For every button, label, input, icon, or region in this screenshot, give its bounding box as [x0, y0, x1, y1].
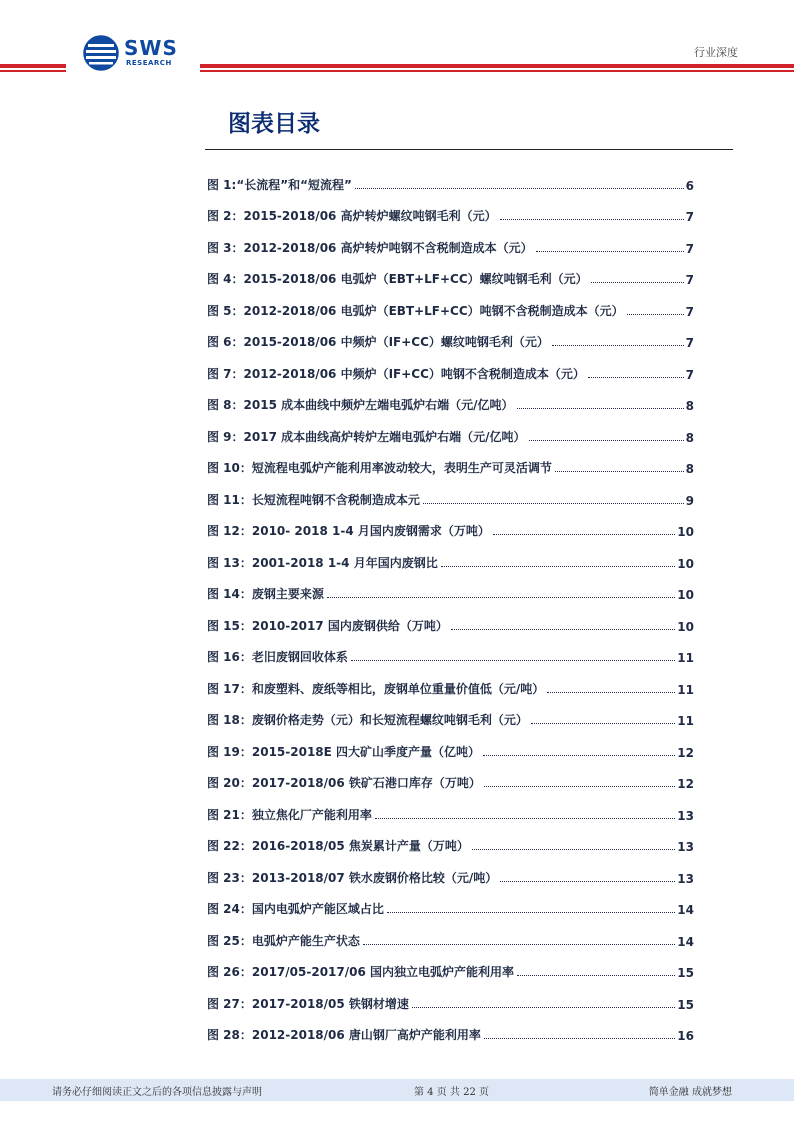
- toc-entry-label: 图 4：2015-2018/06 电弧炉（EBT+LF+CC）螺纹吨钢毛利（元）: [207, 272, 588, 286]
- toc-entry-label: 图 17：和废塑料、废纸等相比，废钢单位重量价值低（元/吨）: [207, 681, 545, 696]
- toc-entry-page: 14: [677, 903, 694, 917]
- toc-entry-page: 6: [685, 178, 694, 193]
- toc-entry-label: 图 23：2013-2018/07 铁水废钢价格比较（元/吨）: [207, 870, 498, 885]
- toc-entry-label: 图 26：2017/05-2017/06 国内独立电弧炉产能利用率: [207, 965, 514, 979]
- toc-entry-label: 图 5：2012-2018/06 电弧炉（EBT+LF+CC）吨钢不含税制造成本（元）: [207, 303, 624, 318]
- toc-entry-label: 图 3：2012-2018/06 高炉转炉吨钢不含税制造成本（元）: [207, 240, 533, 255]
- toc-entry-label: 图 19：2015-2018E 四大矿山季度产量（亿吨）: [207, 744, 481, 759]
- toc-leader-dots: [627, 314, 684, 315]
- header-rule-right-thin: [200, 70, 794, 72]
- sws-logo-icon: [82, 34, 120, 72]
- toc-entry-page: 8: [685, 399, 694, 413]
- toc-entry-label: 图 6：2015-2018/06 中频炉（IF+CC）螺纹吨钢毛利（元）: [207, 335, 549, 349]
- toc-entry-label: 图 9：2017 成本曲线高炉转炉左端电弧炉右端（元/亿吨）: [207, 429, 526, 444]
- toc-entry[interactable]: [207, 224, 694, 256]
- toc-entry[interactable]: [207, 791, 694, 823]
- toc-entry-page: 7: [685, 241, 694, 256]
- toc-entry-label: 图 2：2015-2018/06 高炉转炉螺纹吨钢毛利（元）: [207, 209, 497, 223]
- toc-leader-dots: [500, 881, 675, 882]
- toc-leader-dots: [355, 188, 684, 189]
- toc-entry-label: 图 1:“长流程”和“短流程”: [207, 177, 352, 192]
- toc-entry-page: 15: [677, 997, 694, 1012]
- toc-entry[interactable]: [207, 193, 694, 225]
- toc-entry-page: 10: [677, 588, 694, 602]
- toc-entry[interactable]: [207, 665, 694, 697]
- page-header: [0, 0, 794, 80]
- header-rule-left: [0, 64, 66, 68]
- toc-entry[interactable]: [207, 760, 694, 792]
- report-type-tag: 行业深度: [694, 46, 738, 59]
- toc-entry[interactable]: [207, 917, 694, 949]
- toc-entry[interactable]: [207, 256, 694, 288]
- toc-leader-dots: [412, 1007, 675, 1008]
- toc-entry[interactable]: [207, 508, 694, 540]
- toc-leader-dots: [500, 219, 684, 220]
- toc-entry[interactable]: [207, 319, 694, 351]
- toc-entry-label: 图 24：国内电弧炉产能区域占比: [207, 902, 384, 916]
- toc-entry-label: 图 18：废钢价格走势（元）和长短流程螺纹吨钢毛利（元）: [207, 713, 528, 727]
- toc-entry-page: 16: [677, 1029, 694, 1043]
- toc-entry-page: 15: [677, 966, 694, 980]
- toc-leader-dots: [363, 944, 675, 945]
- sws-logo: [82, 34, 202, 74]
- logo-subtext: RESEARCH: [126, 59, 172, 67]
- toc-entry-label: 图 16：老旧废钢回收体系: [207, 650, 348, 664]
- toc-entry-label: 图 22：2016-2018/05 焦炭累计产量（万吨）: [207, 839, 469, 853]
- toc-leader-dots: [552, 345, 684, 346]
- toc-entry-label: 图 28：2012-2018/06 唐山钢厂高炉产能利用率: [207, 1028, 481, 1042]
- toc-entry-page: 13: [677, 808, 694, 823]
- toc-leader-dots: [423, 503, 684, 504]
- toc-entry-label: 图 8：2015 成本曲线中频炉左端电弧炉右端（元/亿吨）: [207, 398, 514, 412]
- toc-leader-dots: [531, 723, 675, 724]
- toc-entry-label: 图 7：2012-2018/06 中频炉（IF+CC）吨钢不含税制造成本（元）: [207, 366, 585, 381]
- toc-entry-page: 14: [677, 934, 694, 949]
- toc-leader-dots: [536, 251, 684, 252]
- toc-entry-page: 11: [677, 651, 694, 665]
- toc-leader-dots: [483, 755, 675, 756]
- toc-entry-page: 12: [677, 745, 694, 760]
- toc-leader-dots: [327, 597, 675, 598]
- toc-entry-page: 8: [685, 462, 694, 476]
- toc-entry-page: 7: [685, 273, 694, 287]
- toc-leader-dots: [387, 912, 675, 913]
- title-divider: [205, 149, 733, 150]
- toc-leader-dots: [375, 818, 675, 819]
- toc-entry[interactable]: [207, 382, 694, 414]
- toc-leader-dots: [484, 786, 675, 787]
- toc-entry-page: 8: [685, 430, 694, 445]
- footer-page-info: 第 4 页 共 22 页: [414, 1087, 489, 1098]
- toc-entry-page: 10: [677, 556, 694, 571]
- toc-leader-dots: [472, 849, 675, 850]
- toc-entry-page: 12: [677, 777, 694, 791]
- toc-entry-page: 13: [677, 871, 694, 886]
- toc-entry-label: 图 21：独立焦化厂产能利用率: [207, 807, 372, 822]
- toc-leader-dots: [484, 1038, 675, 1039]
- toc-entry-label: 图 12：2010- 2018 1-4 月国内废钢需求（万吨）: [207, 524, 490, 538]
- toc-entry-page: 11: [677, 714, 694, 728]
- toc-leader-dots: [588, 377, 684, 378]
- toc-entry[interactable]: [207, 854, 694, 886]
- toc-entry-page: 7: [685, 210, 694, 224]
- toc-leader-dots: [517, 408, 684, 409]
- toc-entry-label: 图 14：废钢主要来源: [207, 587, 324, 601]
- header-rule-right: [200, 64, 794, 68]
- toc-leader-dots: [547, 692, 675, 693]
- toc-entry-page: 13: [677, 840, 694, 854]
- toc-entry[interactable]: [207, 287, 694, 319]
- toc-leader-dots: [451, 629, 675, 630]
- footer-disclaimer: 请务必仔细阅读正文之后的各项信息披露与声明: [52, 1087, 262, 1098]
- toc-leader-dots: [517, 975, 675, 976]
- toc-entry-label: 图 20：2017-2018/06 铁矿石港口库存（万吨）: [207, 776, 481, 790]
- toc-entry-page: 7: [685, 367, 694, 382]
- toc-entry-page: 7: [685, 336, 694, 350]
- toc-entry[interactable]: [207, 476, 694, 508]
- toc-leader-dots: [441, 566, 676, 567]
- toc-entry-page: 11: [677, 682, 694, 697]
- toc-entry[interactable]: [207, 728, 694, 760]
- toc-entry[interactable]: [207, 161, 694, 193]
- toc-leader-dots: [529, 440, 684, 441]
- page-title: 图表目录: [228, 111, 320, 137]
- toc-entry-label: 图 13：2001-2018 1-4 月年国内废钢比: [207, 555, 438, 570]
- toc-entry[interactable]: [207, 823, 694, 855]
- toc-entry-label: 图 27：2017-2018/05 铁钢材增速: [207, 996, 409, 1011]
- toc-entry-page: 9: [685, 493, 694, 508]
- toc-leader-dots: [351, 660, 675, 661]
- toc-leader-dots: [493, 534, 675, 535]
- toc-entry[interactable]: [207, 949, 694, 981]
- figure-toc-list: [207, 161, 694, 1043]
- toc-entry-page: 10: [677, 619, 694, 634]
- toc-entry[interactable]: [207, 980, 694, 1012]
- logo-wordmark: SWS: [124, 36, 178, 60]
- toc-entry[interactable]: [207, 697, 694, 729]
- toc-entry[interactable]: [207, 634, 694, 666]
- toc-entry[interactable]: [207, 413, 694, 445]
- toc-entry[interactable]: [207, 1012, 694, 1044]
- header-rule-left-thin: [0, 70, 66, 72]
- footer-slogan: 简单金融 成就梦想: [648, 1087, 732, 1098]
- toc-entry[interactable]: [207, 445, 694, 477]
- toc-entry-label: 图 15：2010-2017 国内废钢供给（万吨）: [207, 618, 448, 633]
- toc-entry[interactable]: [207, 571, 694, 603]
- toc-entry-page: 10: [677, 525, 694, 539]
- toc-leader-dots: [591, 282, 684, 283]
- toc-entry-page: 7: [685, 304, 694, 319]
- toc-entry[interactable]: [207, 539, 694, 571]
- toc-entry-label: 图 11：长短流程吨钢不含税制造成本元: [207, 492, 420, 507]
- toc-entry[interactable]: [207, 886, 694, 918]
- toc-leader-dots: [555, 471, 684, 472]
- toc-entry-label: 图 25：电弧炉产能生产状态: [207, 933, 360, 948]
- toc-entry-label: 图 10：短流程电弧炉产能利用率波动较大，表明生产可灵活调节: [207, 461, 552, 475]
- toc-entry[interactable]: [207, 602, 694, 634]
- toc-entry[interactable]: [207, 350, 694, 382]
